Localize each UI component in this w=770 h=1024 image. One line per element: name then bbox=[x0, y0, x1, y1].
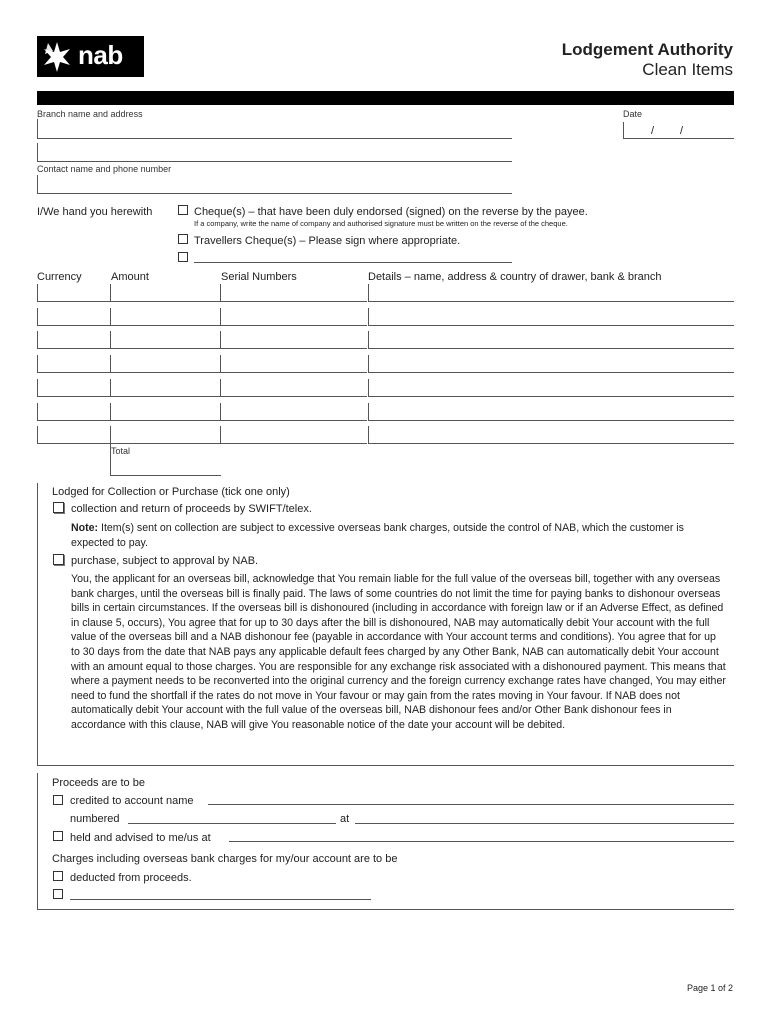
details-cell[interactable] bbox=[368, 443, 734, 444]
amount-cell[interactable] bbox=[110, 443, 221, 444]
cheque-note: If a company, write the name of company and authorised signature must be written on the reverse of the cheque. bbox=[194, 219, 568, 228]
other-charges-field[interactable] bbox=[70, 899, 371, 900]
details-cell[interactable] bbox=[368, 420, 734, 421]
other-charges-checkbox[interactable] bbox=[53, 889, 63, 899]
table-cell-edge bbox=[37, 308, 38, 325]
charges-heading: Charges including overseas bank charges for my/our account are to be bbox=[52, 853, 398, 865]
branch-label: Branch name and address bbox=[37, 109, 143, 119]
table-cell-edge bbox=[37, 379, 38, 396]
branch-field-edge2 bbox=[37, 143, 38, 162]
total-field[interactable] bbox=[110, 475, 221, 476]
credited-checkbox[interactable] bbox=[53, 795, 63, 805]
table-cell-edge bbox=[110, 331, 111, 348]
other-item-checkbox[interactable] bbox=[178, 252, 188, 262]
currency-cell[interactable] bbox=[37, 396, 110, 397]
serial-number-cell[interactable] bbox=[220, 443, 367, 444]
table-cell-edge bbox=[220, 284, 221, 301]
deducted-label: deducted from proceeds. bbox=[70, 872, 192, 884]
serial-number-cell[interactable] bbox=[220, 372, 367, 373]
details-cell[interactable] bbox=[368, 301, 734, 302]
table-cell-edge bbox=[368, 403, 369, 420]
date-label: Date bbox=[623, 109, 643, 119]
credited-label: credited to account name bbox=[70, 795, 194, 807]
purchase-checkbox[interactable] bbox=[53, 554, 64, 565]
branch-at-field[interactable] bbox=[355, 823, 734, 824]
branch-field-line2[interactable] bbox=[37, 161, 512, 162]
date-separator: / bbox=[651, 125, 655, 137]
collection-checkbox[interactable] bbox=[53, 502, 64, 513]
serial-number-cell[interactable] bbox=[220, 396, 367, 397]
hand-herewith-label: I/We hand you herewith bbox=[37, 206, 153, 218]
branch-field-line1[interactable] bbox=[37, 138, 512, 139]
table-cell-edge bbox=[220, 426, 221, 443]
proceeds-heading: Proceeds are to be bbox=[52, 777, 145, 789]
note-text: Item(s) sent on collection are subject to excessive overseas bank charges, outside the control of NAB, which the customer is expected to pay. bbox=[71, 522, 684, 549]
column-header-serial: Serial Numbers bbox=[221, 271, 297, 283]
column-header-details: Details – name, address & country of drawer, bank & branch bbox=[368, 271, 662, 283]
at-label: at bbox=[340, 813, 350, 825]
table-cell-edge bbox=[220, 379, 221, 396]
date-separator: / bbox=[680, 125, 684, 137]
serial-number-cell[interactable] bbox=[220, 348, 367, 349]
table-cell-edge bbox=[220, 308, 221, 325]
proceeds-section-edge bbox=[37, 773, 38, 909]
amount-cell[interactable] bbox=[110, 420, 221, 421]
table-cell-edge bbox=[110, 355, 111, 372]
contact-field-edge bbox=[37, 175, 38, 193]
table-cell-edge bbox=[110, 403, 111, 420]
note-label: Note: bbox=[71, 522, 99, 534]
total-field-edge bbox=[110, 437, 111, 475]
lodged-section-edge bbox=[37, 483, 38, 765]
table-cell-edge bbox=[37, 403, 38, 420]
table-cell-edge bbox=[37, 355, 38, 372]
lodged-section-bottom bbox=[37, 765, 734, 766]
held-advised-checkbox[interactable] bbox=[53, 831, 63, 841]
travellers-cheque-checkbox[interactable] bbox=[178, 234, 188, 244]
contact-label: Contact name and phone number bbox=[37, 164, 172, 174]
amount-cell[interactable] bbox=[110, 372, 221, 373]
overseas-bill-terms: You, the applicant for an overseas bill, acknowledge that You remain liable for the full value of the overseas bill, together with any overseas bank charges, until the overseas bill is finally paid. The laws of some countries do not limit the time for paying banks to dishonour overseas bills in certain circumstances. If the overseas bill is dishonoured (including in accordance with foreign law or if an Adverse Effect, as defined in clause 5, occurs), You agree that for up to 30 days after the bill is dishonoured, NAB may automatically debit Your account with the full value of the overseas bill and a NAB dishonour fee (payable in accordance with Your account terms and conditions). You agree that for up to 30 days from the date that NAB pays any applicable default fees charged by any Other Bank, NAB can automatically debit Your account with an amount equal to those charges. You are responsible for any exchange risk associated with a dishonoured payment. This means that where a payment needs to be reconverted into the original currency and the foreign currency exchange rates have changed, You may either need to fund the shortfall if the rates do not move in Your favour or may gain from the rates moving in Your favour. If NAB does not automatically debit Your account with the full value of the overseas bill, NAB dishonour fees and/or Other Bank dishonour fees in accordance with this clause, NAB will give You reasonable notice of the date your account will be debited. bbox=[71, 573, 726, 731]
details-cell[interactable] bbox=[368, 396, 734, 397]
currency-cell[interactable] bbox=[37, 443, 110, 444]
amount-cell[interactable] bbox=[110, 396, 221, 397]
total-label: Total bbox=[111, 446, 131, 456]
collection-note bbox=[71, 521, 727, 550]
table-cell-edge bbox=[220, 355, 221, 372]
page-number: Page 1 of 2 bbox=[686, 983, 733, 993]
serial-number-cell[interactable] bbox=[220, 301, 367, 302]
held-advised-label: held and advised to me/us at bbox=[70, 832, 211, 844]
currency-cell[interactable] bbox=[37, 420, 110, 421]
contact-field[interactable] bbox=[37, 193, 512, 194]
travellers-cheque-label: Travellers Cheque(s) – Please sign where appropriate. bbox=[194, 235, 461, 247]
table-cell-edge bbox=[220, 403, 221, 420]
table-cell-edge bbox=[37, 331, 38, 348]
table-cell-edge bbox=[368, 308, 369, 325]
nab-logo bbox=[37, 36, 144, 77]
deducted-checkbox[interactable] bbox=[53, 871, 63, 881]
account-name-field[interactable] bbox=[208, 804, 734, 805]
form-subtitle: Clean Items bbox=[642, 60, 733, 79]
currency-cell[interactable] bbox=[37, 348, 110, 349]
column-header-amount: Amount bbox=[111, 271, 149, 283]
proceeds-section-bottom bbox=[37, 909, 734, 910]
serial-number-cell[interactable] bbox=[220, 420, 367, 421]
table-cell-edge bbox=[368, 331, 369, 348]
table-cell-edge bbox=[220, 331, 221, 348]
lodged-heading: Lodged for Collection or Purchase (tick one only) bbox=[52, 486, 290, 498]
column-header-currency: Currency bbox=[37, 271, 82, 283]
purchase-option-label: purchase, subject to approval by NAB. bbox=[71, 555, 259, 567]
amount-cell[interactable] bbox=[110, 325, 221, 326]
header-bar bbox=[37, 91, 734, 105]
cheque-checkbox[interactable] bbox=[178, 205, 188, 215]
branch-field-edge bbox=[37, 119, 38, 138]
table-cell-edge bbox=[37, 284, 38, 301]
form-title: Lodgement Authority bbox=[561, 40, 733, 59]
amount-cell[interactable] bbox=[110, 301, 221, 302]
amount-cell[interactable] bbox=[110, 348, 221, 349]
table-cell-edge bbox=[110, 308, 111, 325]
numbered-label: numbered bbox=[70, 813, 120, 825]
table-cell-edge bbox=[110, 284, 111, 301]
details-cell[interactable] bbox=[368, 348, 734, 349]
table-cell-edge bbox=[110, 379, 111, 396]
table-cell-edge bbox=[368, 355, 369, 372]
currency-cell[interactable] bbox=[37, 325, 110, 326]
details-cell[interactable] bbox=[368, 372, 734, 373]
table-cell-edge bbox=[368, 426, 369, 443]
table-cell-edge bbox=[368, 284, 369, 301]
details-cell[interactable] bbox=[368, 325, 734, 326]
date-field[interactable] bbox=[623, 138, 734, 139]
currency-cell[interactable] bbox=[37, 372, 110, 373]
collection-option-label: collection and return of proceeds by SWIFT/telex. bbox=[71, 503, 312, 515]
cheque-option-label: Cheque(s) – that have been duly endorsed (signed) on the reverse by the payee. bbox=[194, 206, 588, 218]
logo-text: nab bbox=[78, 39, 123, 70]
serial-number-cell[interactable] bbox=[220, 325, 367, 326]
table-cell-edge bbox=[368, 379, 369, 396]
account-number-field[interactable] bbox=[128, 823, 336, 824]
currency-cell[interactable] bbox=[37, 301, 110, 302]
date-field-edge bbox=[623, 122, 624, 138]
table-cell-edge bbox=[37, 426, 38, 443]
star-icon bbox=[37, 36, 77, 77]
held-advised-field[interactable] bbox=[229, 841, 734, 842]
other-item-field[interactable] bbox=[194, 262, 512, 263]
